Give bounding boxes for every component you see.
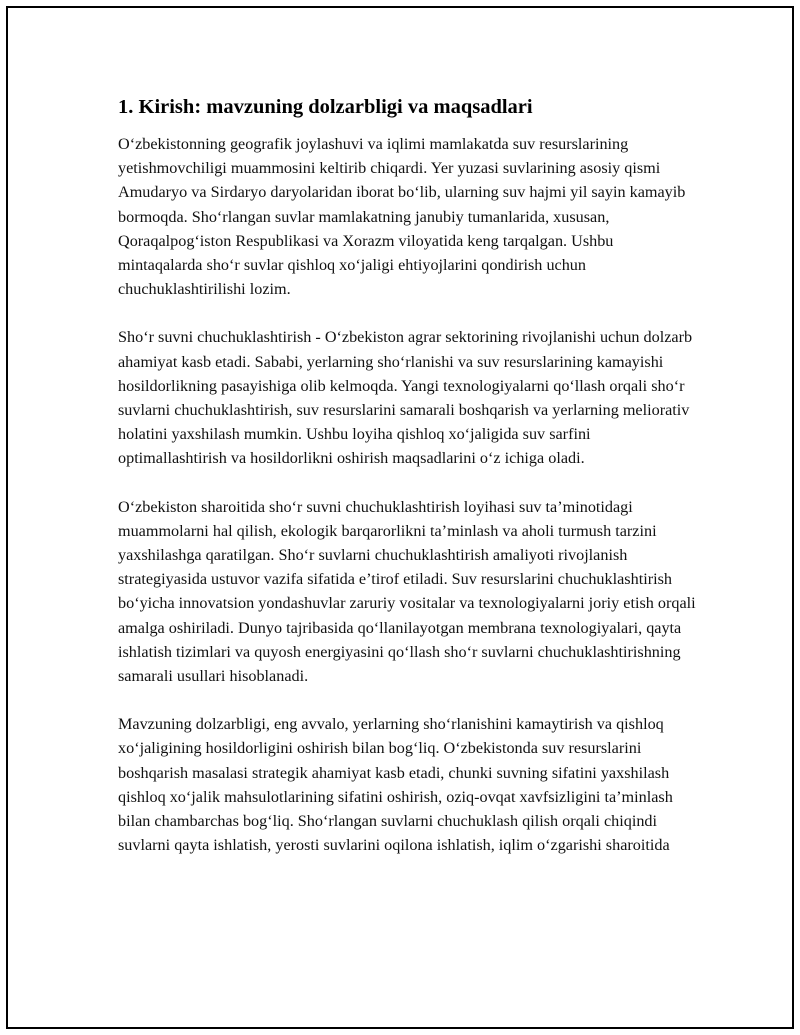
paragraph-2: Sho‘r suvni chuchuklashtirish - O‘zbekiston agrar sektorining rivojlanishi uchun dolzarb ahamiyat kasb etadi. Sababi, yerlarning sho‘rlanishi va suv resurslarining kamayishi hosildorlikning pasayishiga olib kelmoqda. Yangi texnologiyalarni qo‘llash orqali sho‘r suvlarni chuchuklashtirish, suv resurslarini samarali boshqarish va yerlarning meliorativ holatini yaxshilash mumkin. Ushbu loyiha qishloq xo‘jaligida suv sarfini optimallashtirish va hosildorlikni oshirish maqsadlarini o‘z ichiga oladi. bbox=[118, 328, 693, 468]
paragraph-3: O‘zbekiston sharoitida sho‘r suvni chuchuklashtirish loyihasi suv ta’minotidagi muammolarni hal qilish, ekologik barqarorlikni ta’minlash va aholi turmush tarzini yaxshilashga qaratilgan. Sho‘r suvlarni chuchuklashtirish amaliyoti rivojlanish strategiyasida ustuvor vazifa sifatida e’tirof etiladi. Suv resurslarini chuchuklashtirish bo‘yicha innovatsion yondashuvlar zaruriy vositalar va texnologiyalarni joriy etish orqali amalga oshiriladi. Dunyo tajribasida qo‘llanilayotgan membrana texnologiyalari, qayta ishlatish tizimlari va quyosh energiyasini qo‘llash sho‘r suvlarni chuchuklashtirishning samarali usullari hisoblanadi. bbox=[118, 497, 696, 686]
paragraph-1: O‘zbekistonning geografik joylashuvi va iqlimi mamlakatda suv resurslarining yetishmovchiligi muammosini keltirib chiqardi. Yer yuzasi suvlarining asosiy qismi Amudaryo va Sirdaryo daryolaridan iborat bo‘lib, ularning suv hajmi yil sayin kamayib bormoqda. Sho‘rlangan suvlar mamlakatning janubiy tumanlarida, xususan, Qoraqalpog‘iston Respublikasi va Xorazm viloyatida keng tarqalgan. Ushbu mintaqalarda sho‘r suvlar qishloq xo‘jaligi ehtiyojlarini qondirish uchun chuchuklashtirilishi lozim. bbox=[118, 135, 686, 299]
section-heading: 1. Kirish: mavzuning dolzarbligi va maqsadlari bbox=[118, 96, 533, 118]
document-body bbox=[118, 92, 698, 881]
paragraph-4: Mavzuning dolzarbligi, eng avvalo, yerlarning sho‘rlanishini kamaytirish va qishloq xo‘jaligining hosildorligini oshirish bilan bog‘liq. O‘zbekistonda suv resurslarini boshqarish masalasi strategik ahamiyat kasb etadi, chunki suvning sifatini yaxshilash qishloq xo‘jalik mahsulotlarining sifatini oshirish, oziq-ovqat xavfsizligini ta’minlash bilan chambarchas bog‘liq. Sho‘rlangan suvlarni chuchuklash qilish orqali chiqindi suvlarni qayta ishlatish, yerosti suvlarini oqilona ishlatish, iqlim o‘zgarishi sharoitida bbox=[118, 715, 673, 855]
